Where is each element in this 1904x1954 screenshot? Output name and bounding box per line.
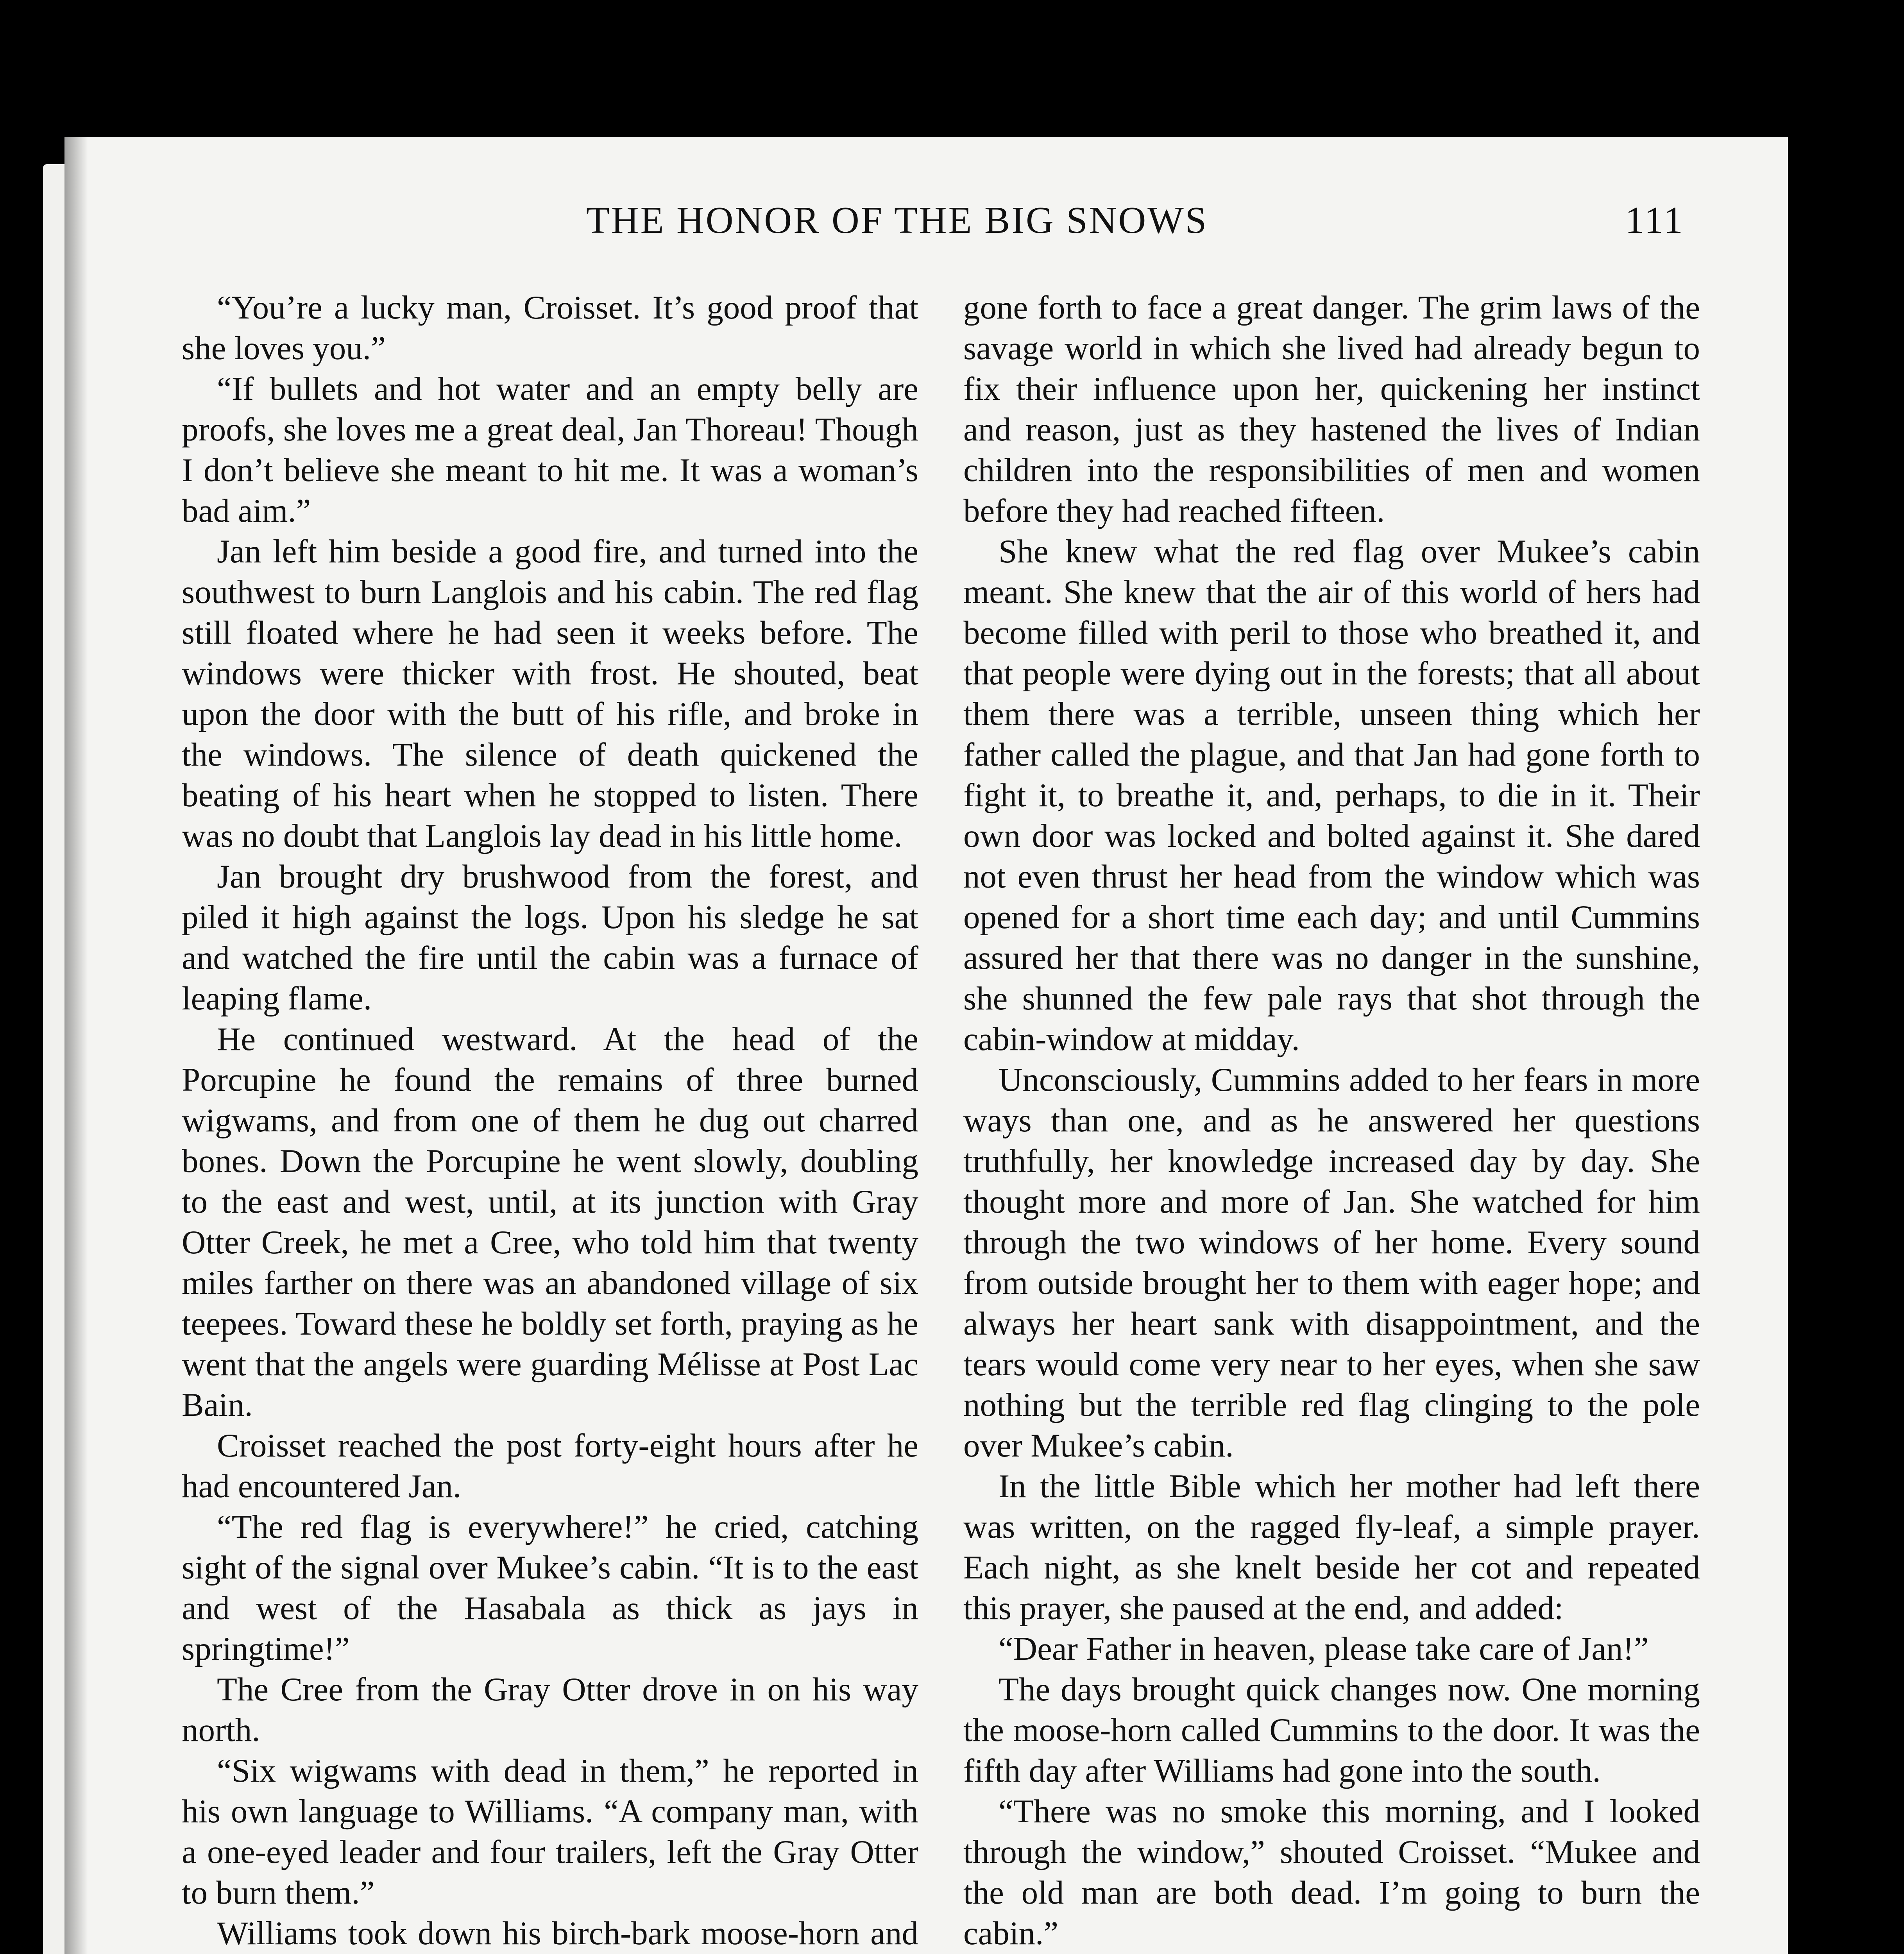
running-head: THE HONOR OF THE BIG SNOWS [586, 199, 1208, 242]
paragraph: Jan brought dry brushwood from the forest, and piled it high against the logs. Upon his sledge he sat and watched the fire until the cabin was a furnace of leaping flame. [182, 858, 918, 1017]
paragraph: gone forth to face a great danger. The grim laws of the savage world in which she lived had already begun to fix their influence upon her, quickening her instinct and reason, just as they hastened the lives of Indian children into the responsibilities of men and women before they had reached fifteen. [963, 289, 1700, 529]
paragraph: He continued westward. At the head of the Porcupine he found the remains of three burned wigwams, and from one of them he dug out charred bones. Down the Porcupine he went slowly, doubling to the east and west, until, at its junction with Gray Otter Creek, he met a Cree, who told him that twenty miles farther on there was an abandoned village of six teepees. Toward these he boldly set forth, praying as he went that the angels were guarding Mélisse at Post Lac Bain. [182, 1021, 918, 1423]
paragraph: The days brought quick changes now. One morning the moose-horn called Cummins to the door. It was the fifth day after Williams had gone into the south. [963, 1671, 1700, 1789]
left-column [182, 287, 918, 1954]
paragraph: In the little Bible which her mother had left there was written, on the ragged fly-leaf, a simple prayer. Each night, as she knelt beside her cot and repeated this prayer, she paused at the end, and added: [963, 1468, 1700, 1627]
paragraph: “The red flag is everywhere!” he cried, catching sight of the signal over Mukee’s cabin. “It is to the east and west of the Hasabala as thick as jays in springtime!” [182, 1508, 918, 1667]
paragraph: Croisset reached the post forty-eight hours after he had encountered Jan. [182, 1427, 918, 1505]
paragraph: Unconsciously, Cummins added to her fears in more ways than one, and as he answered her questions truthfully, her knowledge increased day by day. She thought more and more of Jan. She watched for him through the two windows of her home. Every sound from outside brought her to them with eager hope; and always her heart sank with disappointment, and the tears would come very near to her eyes, when she saw nothing but the terrible red flag clinging to the pole over Mukee’s cabin. [963, 1061, 1700, 1464]
page-header [64, 199, 1788, 257]
paragraph: The Cree from the Gray Otter drove in on his way north. [182, 1671, 918, 1748]
facing-page-edge [43, 164, 64, 1954]
paragraph: “If bullets and hot water and an empty belly are proofs, she loves me a great deal, Jan Thoreau! Though I don’t believe she meant to hit me. It was a woman’s bad aim.” [182, 370, 918, 529]
page-number: 111 [1625, 199, 1684, 242]
paragraph: “Dear Father in heaven, please take care of Jan!” [999, 1630, 1649, 1667]
paragraph: “Six wigwams with dead in them,” he reported in his own language to Williams. “A company man, with a one-eyed leader and four trailers, left the Gray Otter to burn them.” [182, 1752, 918, 1911]
paragraph: “You’re a lucky man, Croisset. It’s good proof that she loves you.” [182, 289, 918, 367]
paragraph: Jan left him beside a good fire, and turned into the southwest to burn Langlois and his cabin. The red flag still floated where he had seen it weeks before. The windows were thicker with frost. He shouted, beat upon the door with the butt of his rifle, and broke in the windows. The silence of death quickened the beating of his heart when he stopped to listen. There was no doubt that Langlois lay dead in his little home. [182, 533, 918, 854]
paragraph: “There was no smoke this morning, and I looked through the window,” shouted Croisset. “Mukee and the old man are both dead. I’m going to burn the cabin.” [963, 1793, 1700, 1952]
paragraph: Williams took down his birch-bark moose-horn and [217, 1915, 918, 1952]
paragraph: She knew what the red flag over Mukee’s cabin meant. She knew that the air of this world of hers had become filled with peril to those who breathed it, and that people were dying out in the forests; that all about them there was a terrible, unseen thing which her father called the plague, and that Jan had gone forth to fight it, to breathe it, and, perhaps, to die in it. Their own door was locked and bolted against it. She dared not even thrust her head from the window which was opened for a short time each day; and until Cummins assured her that there was no danger in the sunshine, she shunned the few pale rays that shot through the cabin-window at midday. [963, 533, 1700, 1058]
book-page [64, 137, 1788, 1954]
right-column [963, 287, 1700, 1954]
gutter-shadow [64, 137, 88, 1954]
